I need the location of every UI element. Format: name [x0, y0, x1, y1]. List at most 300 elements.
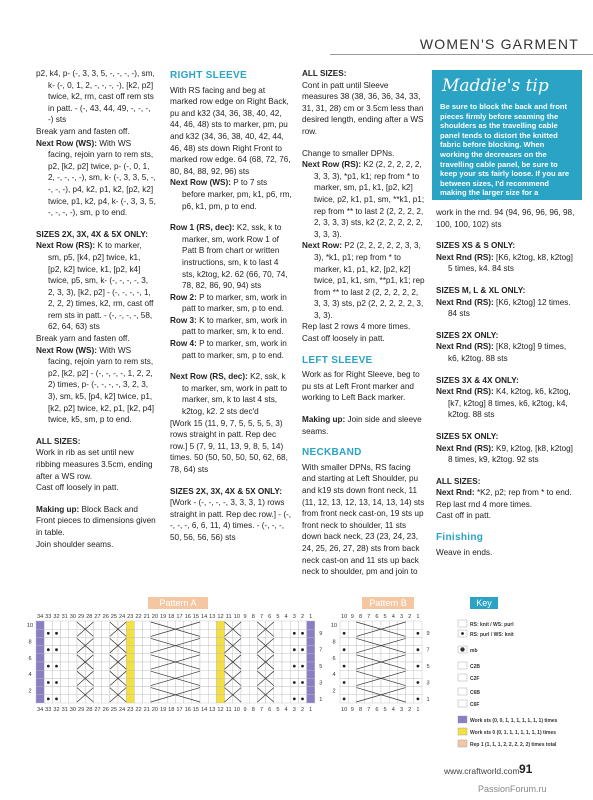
chart-a-cell: [282, 678, 290, 686]
chart-a-cell: [208, 629, 216, 637]
body-text: Break yarn and fasten off.: [36, 126, 130, 136]
chart-a-cell: [143, 662, 151, 670]
chart-a-cell: [298, 687, 306, 695]
chart-a-cell: [249, 621, 257, 629]
chart-b-cell: [348, 629, 356, 637]
chart-a-cell: [134, 654, 142, 662]
section-heading: LEFT SLEEVE: [302, 354, 373, 366]
key-swatch: [458, 728, 467, 735]
bold-lead: Row 2:: [170, 292, 197, 302]
paragraph: [302, 333, 426, 345]
chart-a-cell: [102, 687, 110, 695]
purl-dot: [343, 648, 346, 651]
bold-lead: Next Row (RS, dec):: [170, 372, 248, 382]
key-dot: [461, 632, 464, 635]
chart-a-cell: [200, 670, 208, 678]
chart-a-cell: [200, 621, 208, 629]
chart-a-row-left: 2: [28, 688, 32, 695]
chart-a-cell: [134, 637, 142, 645]
chart-b-row-left: 6: [332, 655, 336, 662]
chart-b-col-bottom: 10: [340, 707, 348, 713]
chart-a-cell: [69, 621, 77, 629]
chart-b-col-bottom: 7: [367, 707, 371, 713]
paragraph: [36, 482, 156, 494]
chart-a-col-top: 33: [45, 614, 52, 620]
key-label-0: RS: knit / WS: purl: [470, 622, 514, 628]
paragraph: [36, 126, 156, 138]
purl-dot: [417, 681, 420, 684]
paragraph: [302, 68, 426, 80]
chart-a-cell: [69, 637, 77, 645]
paragraph: [36, 539, 156, 551]
purl-dot: [55, 681, 58, 684]
bold-lead: Next Rnd:: [436, 488, 475, 498]
body-text: K4, k2tog, k6, k2tog, [k7, k2tog] 8 times, k6, k2tog, k4, k2tog. 88 sts: [448, 387, 571, 420]
paragraph: [302, 80, 426, 138]
chart-b-cell: [414, 670, 422, 678]
chart-a-col-top: 30: [69, 614, 77, 620]
chart-a-cell: [61, 621, 69, 629]
chart-a-cell: [216, 646, 224, 654]
chart-a-cell: [290, 687, 298, 695]
chart-a-col-bottom: 14: [200, 707, 208, 713]
chart-a-cell: [249, 670, 257, 678]
chart-a-cell: [298, 637, 306, 645]
chart-a-col-top: 34: [36, 614, 44, 620]
chart-b-col-top: 7: [367, 614, 371, 620]
chart-a-row-right: 3: [319, 680, 323, 687]
chart-a-cell: [307, 629, 315, 637]
key-label-4: C2F: [470, 676, 480, 682]
chart-a-col-bottom: 20: [151, 707, 159, 713]
chart-a-cell: [298, 621, 306, 629]
purl-dot: [301, 632, 304, 635]
chart-b-row-right: 7: [426, 647, 430, 654]
chart-a-col-top: 12: [217, 614, 224, 620]
chart-a-cell: [208, 687, 216, 695]
key-label-3: C2B: [470, 664, 481, 670]
chart-a-cell: [36, 629, 44, 637]
paragraph: [436, 240, 576, 252]
chart-a-col-top: 20: [151, 614, 159, 620]
chart-b-row-left: 2: [332, 688, 336, 695]
bold-lead: Next Rnd (RS):: [436, 342, 494, 352]
chart-a-col-bottom: 17: [176, 707, 183, 713]
chart-a-cell: [290, 621, 298, 629]
chart-a-cell: [36, 678, 44, 686]
chart-b-cell: [406, 662, 414, 670]
chart-a-cell: [200, 662, 208, 670]
body-text: With smaller DPNs, RS facing and starting at Left Shoulder, pu and k19 sts down front neck, 11 (11, 12, 13, 12, 13, 14, 13, 14) sts from front neck cast-on, 19 sts up front neck to shoulder, 11 sts down back neck, 23 (23, 24, 23, 24, 25, 26, 27, 28) sts from back neck cast-on and 11 sts up back neck to shoulder, pm and join to: [302, 462, 425, 577]
header-title: WOMEN'S GARMENT: [419, 36, 579, 52]
body-text: Work as for Right Sleeve, beg to pu sts at Left Front marker and working to Left Back marker.: [302, 370, 420, 403]
key-label-9: Rep 1 (1, 1, 1, 2, 2, 2, 2, 2) times total: [470, 742, 557, 748]
purl-dot: [47, 632, 50, 635]
chart-a-row-right: 9: [319, 631, 323, 638]
chart-b-cell: [406, 654, 414, 662]
section-heading: NECKBAND: [302, 447, 362, 459]
column-3: [302, 68, 426, 578]
chart-a-col-top: 10: [233, 614, 241, 620]
chart-a-cell: [274, 695, 282, 703]
body-text: Join side and sleeve seams.: [302, 415, 422, 436]
footer-url: www.craftworld.com: [444, 766, 520, 776]
chart-a-cell: [69, 629, 77, 637]
chart-a-row-right: 5: [319, 664, 323, 670]
chart-a-cell: [249, 662, 257, 670]
bold-lead: ALL SIZES:: [36, 436, 81, 446]
purl-dot: [47, 665, 50, 668]
chart-a-col-bottom: 6: [268, 707, 272, 713]
paragraph: [302, 159, 426, 240]
purl-dot: [417, 648, 420, 651]
bold-lead: Making up:: [302, 415, 346, 425]
chart-a-cell: [208, 637, 216, 645]
key-bobble: [460, 647, 464, 651]
body-text: p2, k4, p- (-, 3, 3, 5, -, -, -, -), sm, k- (-, 0, 1, 2, -, -, -, -), [k2, p2] twice, k2, rm, cast off rem sts in patt. - (-, 43, 44, 49, -, -, -, -) sts: [36, 69, 155, 125]
chart-a-cell: [241, 629, 249, 637]
chart-b-cell: [348, 678, 356, 686]
chart-b-cell: [406, 637, 414, 645]
purl-dot: [55, 665, 58, 668]
body-text: [K8, k2tog] 9 times, k6, k2tog. 88 sts: [448, 342, 567, 363]
paragraph: [436, 431, 576, 443]
chart-a-col-bottom: 23: [127, 707, 134, 713]
chart-a-col-bottom: 30: [69, 707, 77, 713]
chart-b-cell: [348, 662, 356, 670]
key-swatch: [458, 740, 467, 747]
bold-lead: SIZES XS & S ONLY:: [436, 241, 516, 251]
chart-a-cell: [274, 678, 282, 686]
bold-lead: SIZES M, L & XL ONLY:: [436, 285, 526, 295]
chart-a-col-top: 3: [292, 614, 296, 620]
purl-dot: [47, 681, 50, 684]
chart-a-cell: [102, 662, 110, 670]
chart-b-cell: [348, 695, 356, 703]
chart-a-col-bottom: 16: [184, 707, 191, 713]
chart-a-cell: [143, 695, 151, 703]
chart-a-cell: [274, 621, 282, 629]
chart-a-cell: [307, 695, 315, 703]
body-text: K9, k2tog, [k8, k2tog] 8 times, k9, k2tog. 92 sts: [448, 443, 573, 465]
body-text: P to marker, sm, work in patt to marker, sm, p to end.: [182, 292, 287, 314]
bold-lead: Row 4:: [170, 339, 197, 349]
key-swatch: [458, 688, 467, 695]
chart-a-cell: [134, 621, 142, 629]
chart-a-row-left: 4: [28, 672, 32, 679]
chart-a-cell: [69, 687, 77, 695]
chart-a-cell: [61, 687, 69, 695]
chart-a-row-right: 1: [319, 696, 323, 703]
chart-a-cell: [102, 621, 110, 629]
chart-a-col-bottom: 22: [135, 707, 142, 713]
chart-a-cell: [208, 621, 216, 629]
paragraph: [170, 177, 292, 212]
chart-a-cell: [143, 629, 151, 637]
purl-dot: [55, 698, 58, 701]
body-text: [K6, k2tog, k8, k2tog] 5 times, k4. 84 sts: [448, 252, 573, 274]
chart-a-col-bottom: 21: [143, 707, 150, 713]
chart-a-cell: [143, 678, 151, 686]
chart-a-cell: [61, 637, 69, 645]
chart-a-cell: [52, 687, 60, 695]
paragraph: [436, 476, 576, 488]
tip-body: Be sure to block the back and front pieces firmly before seaming the shoulders as the travelling cable panel tends to distort the knitted fabric before blocking. When working the decreases on the travelling cable panel, be sure to keep your sts fairly loose. If you are between sizes, I'd recommend making the larger size for a comfortable fit: [440, 102, 570, 207]
body-text: Rep last 2 rows 4 more times.: [302, 322, 411, 332]
chart-a-col-bottom: 13: [209, 707, 216, 713]
chart-b-row-left: 10: [330, 623, 338, 629]
chart-b-cell: [406, 695, 414, 703]
paragraph: [436, 443, 576, 466]
chart-a-col-bottom: 11: [225, 707, 232, 713]
bold-lead: Next Row (RS):: [302, 160, 362, 170]
chart-a-col-top: 23: [127, 614, 134, 620]
chart-a-cell: [216, 662, 224, 670]
chart-a-cell: [143, 637, 151, 645]
chart-a-col-bottom: 32: [53, 707, 60, 713]
paragraph: [36, 240, 156, 333]
chart-a-cell: [143, 670, 151, 678]
chart-a-cell: [307, 662, 315, 670]
chart-a-cell: [241, 670, 249, 678]
paragraph: [436, 375, 576, 387]
tip-title: Maddie's tip: [442, 76, 549, 96]
chart-a-col-top: 8: [251, 614, 255, 620]
paragraph: [36, 229, 156, 241]
chart-a-cell: [307, 670, 315, 678]
chart-a-cell: [102, 695, 110, 703]
chart-a-cell: [282, 629, 290, 637]
chart-a-col-top: 25: [110, 614, 118, 620]
body-text: K2, ssk, k to marker, sm, work in patt to marker, sm, k to last 4 sts, k2tog, k2. 2 sts dec'd: [182, 372, 288, 417]
paragraph: [170, 418, 292, 476]
chart-a-cell: [61, 654, 69, 662]
body-text: Weave in ends.: [436, 547, 493, 557]
purl-dot: [55, 648, 58, 651]
chart-a-col-bottom: 15: [192, 707, 200, 713]
chart-a-col-top: 9: [243, 614, 247, 620]
chart-a-cell: [61, 695, 69, 703]
bold-lead: Next Rnd (RS):: [436, 443, 494, 453]
chart-a-row-left: 6: [28, 655, 32, 662]
purl-dot: [343, 698, 346, 701]
paragraph: [36, 333, 156, 345]
key-swatch: [458, 674, 467, 681]
chart-a-cell: [274, 637, 282, 645]
bold-lead: SIZES 5X ONLY:: [436, 431, 499, 441]
chart-a-cell: [241, 695, 249, 703]
chart-a-cell: [69, 646, 77, 654]
chart-a-col-top: 28: [86, 614, 93, 620]
chart-a-cell: [249, 629, 257, 637]
chart-b-col-top: 10: [340, 614, 348, 620]
chart-a-cell: [102, 629, 110, 637]
chart-a-cell: [93, 646, 101, 654]
section-heading: RIGHT SLEEVE: [170, 70, 247, 81]
chart-b-row-right: 1: [426, 696, 430, 703]
paragraph: [170, 222, 292, 292]
chart-b-col-bottom: 2: [408, 707, 412, 713]
chart-b-row-left: 8: [332, 639, 336, 646]
paragraph: [436, 547, 576, 559]
chart-a-cell: [143, 621, 151, 629]
chart-a-cell: [102, 670, 110, 678]
chart-a-cell: [36, 687, 44, 695]
bold-lead: SIZES 3X & 4X ONLY:: [436, 375, 519, 385]
pattern-b-label: Pattern B: [362, 597, 414, 609]
chart-a-cell: [126, 670, 134, 678]
purl-dot: [343, 665, 346, 668]
chart-a-cell: [126, 637, 134, 645]
paragraph: [436, 285, 576, 297]
chart-a-cell: [93, 678, 101, 686]
chart-a-cell: [282, 621, 290, 629]
chart-a-cell: [126, 621, 134, 629]
chart-a-cell: [274, 662, 282, 670]
chart-a-cell: [274, 629, 282, 637]
chart-a-col-bottom: 19: [159, 707, 167, 713]
paragraph: [302, 148, 426, 160]
chart-b-cell: [414, 621, 422, 629]
chart-a-cell: [36, 654, 44, 662]
chart-a-cell: [307, 637, 315, 645]
paragraph: [436, 386, 576, 421]
body-text: K2, ssk, k to marker, sm, work Row 1 of Patt B from chart or written instructions, sm, k to last 4 sts, k2tog, k2. 62 (66, 70, 74, 78, 82, 86, 90, 94) sts: [182, 223, 288, 291]
chart-b-cell: [406, 678, 414, 686]
bold-lead: SIZES 2X, 3X, 4X & 5X ONLY:: [36, 229, 148, 239]
chart-a-cell: [307, 687, 315, 695]
chart-b-cell: [348, 637, 356, 645]
chart-a-cell: [208, 662, 216, 670]
paragraph: [436, 510, 576, 522]
chart-a-cell: [216, 621, 224, 629]
chart-a-col-top: 24: [118, 614, 126, 620]
paragraph: [170, 371, 292, 417]
chart-a-cell: [126, 662, 134, 670]
chart-a-cell: [282, 695, 290, 703]
chart-a-cell: [249, 687, 257, 695]
chart-a-cell: [200, 687, 208, 695]
key-label-5: C6B: [470, 690, 481, 696]
chart-a-col-bottom: 18: [168, 707, 175, 713]
chart-a-cell: [44, 654, 52, 662]
chart-a-cell: [241, 687, 249, 695]
paragraph: [170, 486, 292, 498]
chart-a-col-top: 11: [225, 614, 232, 620]
pattern-a-label: Pattern A: [148, 597, 208, 609]
chart-a-cell: [69, 662, 77, 670]
chart-a-cell: [241, 637, 249, 645]
paragraph: [436, 330, 576, 342]
chart-a-col-bottom: 4: [284, 707, 288, 713]
chart-a-cell: [93, 670, 101, 678]
body-text: work in the rnd. 94 (94, 96, 96, 96, 98, 100, 100, 102) sts: [436, 208, 575, 229]
chart-a-col-top: 17: [176, 614, 183, 620]
chart-a-cell: [69, 678, 77, 686]
chart-a-col-bottom: 28: [86, 707, 93, 713]
chart-a-col-top: 13: [209, 614, 216, 620]
header-rule: [330, 54, 593, 55]
chart-b-cell: [414, 654, 422, 662]
chart-a-col-top: 27: [94, 614, 101, 620]
chart-a-cell: [126, 629, 134, 637]
chart-a-cell: [200, 629, 208, 637]
purl-dot: [301, 698, 304, 701]
body-text: Cont in patt until Sleeve measures 38 (38, 36, 36, 34, 33, 31, 31, 28) cm or 3.5cm less than desired length, ending after a WS row.: [302, 80, 424, 136]
chart-a-col-bottom: 5: [276, 707, 280, 713]
chart-a-cell: [69, 654, 77, 662]
paragraph: [436, 207, 576, 230]
chart-b-cell: [414, 637, 422, 645]
chart-a-cell: [52, 637, 60, 645]
chart-a-cell: [282, 687, 290, 695]
purl-dot: [417, 698, 420, 701]
chart-b-cell: [340, 654, 348, 662]
body-text: P to 7 sts before marker, pm, k1, p6, rm, p6, k1, pm, p to end.: [182, 178, 292, 211]
column-1: [36, 68, 156, 550]
chart-b-cell: [340, 621, 348, 629]
chart-a-cell: [36, 646, 44, 654]
chart-a-col-top: 32: [53, 614, 60, 620]
chart-a-cell: [102, 646, 110, 654]
column-2: [170, 68, 292, 544]
body-text: Cast off loosely in patt.: [302, 334, 385, 344]
paragraph: [302, 414, 426, 437]
body-text: [K6, k2tog] 12 times. 84 sts: [448, 297, 571, 319]
chart-a-cell: [102, 654, 110, 662]
chart-a-cell: [282, 654, 290, 662]
paragraph: [302, 462, 426, 578]
paragraph: [170, 315, 292, 338]
body-text: Work in rib as set until new ribbing measures 3.5cm, ending after a WS row.: [36, 448, 153, 481]
chart-a-col-top: 18: [168, 614, 175, 620]
chart-b-row-right: 9: [426, 631, 430, 638]
chart-a-col-bottom: 3: [292, 707, 296, 713]
chart-a-col-top: 2: [300, 614, 305, 620]
chart-a-cell: [61, 629, 69, 637]
chart-a-col-top: 19: [159, 614, 167, 620]
chart-a-col-top: 5: [276, 614, 280, 620]
chart-a-col-bottom: 31: [61, 707, 68, 713]
paragraph: [170, 338, 292, 361]
chart-a-cell: [61, 670, 69, 678]
chart-a-cell: [249, 646, 257, 654]
body-text: With RS facing and beg at marked row edge on Right Back, pu and k32 (34, 36, 38, 40, 42, 44, 46, 48) sts to marker, pm, pu and k32 (34, 36, 38, 40, 42, 44, 46, 48) sts down Right Front to marked row edge. 64 (68, 72, 76, 80, 84, 88, 92, 96) sts: [170, 85, 291, 176]
chart-a-cell: [274, 687, 282, 695]
chart-a-cell: [134, 678, 142, 686]
body-text: Cast off in patt.: [436, 511, 491, 521]
paragraph: [36, 345, 156, 426]
chart-a-cell: [61, 678, 69, 686]
chart-a-col-bottom: 27: [94, 707, 101, 713]
chart-a-cell: [126, 678, 134, 686]
chart-a-col-bottom: 34: [36, 707, 44, 713]
paragraph: [36, 504, 156, 539]
purl-dot: [293, 632, 296, 635]
purl-dot: [417, 665, 420, 668]
chart-a-cell: [274, 654, 282, 662]
bold-lead: ALL SIZES:: [436, 476, 481, 486]
key-label-7: Work sts (0, 0, 1, 1, 1, 1, 1, 1, 1) times: [470, 718, 558, 724]
chart-a-col-bottom: 1: [309, 707, 313, 713]
chart-a-row-left: 8: [28, 639, 32, 646]
chart-a-cell: [93, 621, 101, 629]
chart-a-col-top: 22: [135, 614, 142, 620]
chart-a-cell: [93, 662, 101, 670]
body-text: Cast off loosely in patt.: [36, 483, 119, 493]
purl-dot: [47, 648, 50, 651]
section-heading: Finishing: [436, 532, 484, 544]
